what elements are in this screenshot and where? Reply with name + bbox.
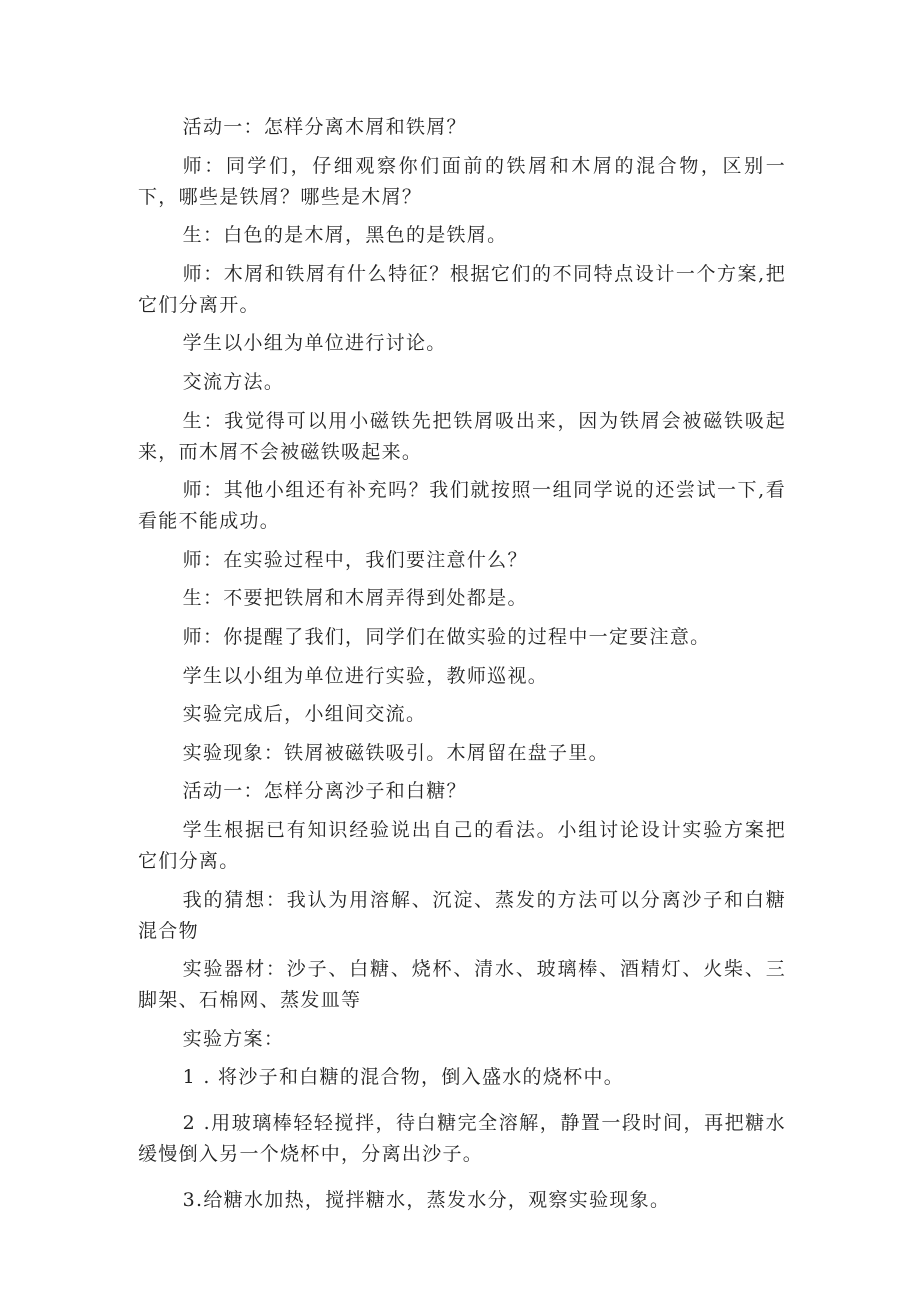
paragraph: 师：同学们，仔细观察你们面前的铁屑和木屑的混合物，区别一下，哪些是铁屑？哪些是木屑？ [138,154,786,208]
step-item: 2 .用玻璃棒轻轻搅拌，待白糖完全溶解，静置一段时间，再把糖水缓慢倒入另一个烧杯中，分离出沙子。 [138,1112,786,1166]
paragraph: 生：白色的是木屑，黑色的是铁屑。 [182,224,508,247]
paragraph: 交流方法。 [182,370,285,393]
paragraph: 活动一：怎样分离沙子和白糖？ [182,780,467,803]
paragraph: 实验器材：沙子、白糖、烧杯、清水、玻璃棒、酒精灯、火柴、三脚架、石棉网、蒸发皿等 [138,958,786,1012]
document-body [138,112,786,1231]
paragraph: 实验方案： [182,1027,285,1050]
paragraph: 师：木屑和铁屑有什么特征？根据它们的不同特点设计一个方案,把它们分离开。 [138,262,786,316]
step-item: 3.给糖水加热，搅拌糖水，蒸发水分，观察实验现象。 [182,1189,671,1212]
paragraph: 师：在实验过程中，我们要注意什么？ [182,548,528,571]
paragraph: 我的猜想：我认为用溶解、沉淀、蒸发的方法可以分离沙子和白糖混合物 [138,888,786,942]
paragraph: 活动一：怎样分离木屑和铁屑？ [182,116,467,138]
paragraph: 学生根据已有知识经验说出自己的看法。小组讨论设计实验方案把它们分离。 [138,818,786,872]
paragraph: 师：你提醒了我们，同学们在做实验的过程中一定要注意。 [182,625,711,648]
paragraph: 学生以小组为单位进行实验，教师巡视。 [182,664,549,687]
paragraph: 实验完成后，小组间交流。 [182,703,427,726]
paragraph: 实验现象：铁屑被磁铁吸引。木屑留在盘子里。 [182,741,609,764]
paragraph: 生：我觉得可以用小磁铁先把铁屑吸出来，因为铁屑会被磁铁吸起来，而木屑不会被磁铁吸起来。 [138,409,786,463]
paragraph: 师：其他小组还有补充吗？我们就按照一组同学说的还尝试一下,看看能不能成功。 [138,479,786,533]
step-item: 1 . 将沙子和白糖的混合物，倒入盛水的烧杯中。 [182,1066,625,1089]
paragraph: 生：不要把铁屑和木屑弄得到处都是。 [182,587,528,610]
paragraph: 学生以小组为单位进行讨论。 [182,332,447,355]
